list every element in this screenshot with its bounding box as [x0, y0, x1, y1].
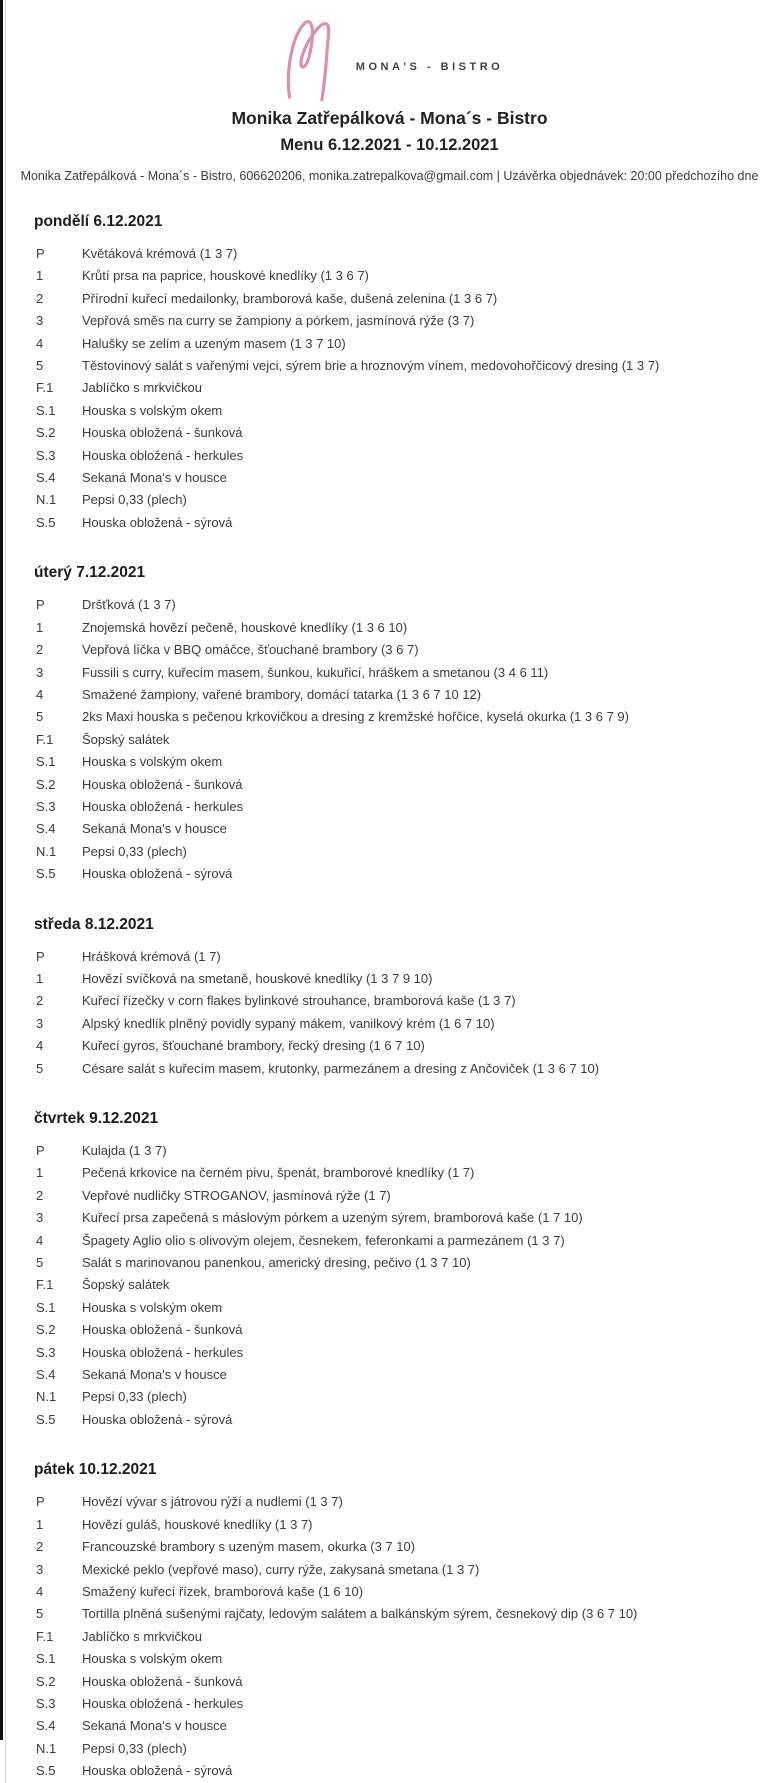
item-text: Sekaná Mona's v housce	[82, 1718, 227, 1734]
menu-item-row	[34, 1185, 773, 1207]
item-text: Jablíčko s mrkvičkou	[82, 380, 202, 396]
menu-item-row	[34, 1319, 773, 1341]
item-code: S.4	[36, 1718, 56, 1734]
item-text: Houska s volským okem	[82, 402, 223, 418]
item-code: N.1	[36, 1389, 57, 1405]
item-text: Vepřová líčka v BBQ omáčce, šťouchané brambory (3 6 7)	[82, 642, 419, 658]
menu-item-row	[34, 751, 773, 773]
menu-item-row	[34, 489, 773, 511]
item-code: S.2	[36, 776, 56, 792]
item-code: 2	[36, 642, 44, 658]
menu-item-row	[34, 863, 773, 885]
contact-line: Monika Zatřepálková - Mona´s - Bistro, 606620206, monika.zatrepalkova@gmail.com | Uzávěrka objednávek: 20:00 předchozího dne	[20, 169, 759, 183]
menu-item-row	[34, 1626, 773, 1648]
menu-item-row	[34, 288, 773, 310]
menu-item-row	[34, 1274, 773, 1296]
item-code: 1	[36, 268, 44, 284]
item-code: P	[36, 597, 45, 613]
item-text: Houska obložená - sýrová	[82, 1411, 233, 1427]
item-text: Alpský knedlík plněný povidly sypaný mákem, vanilkový krém (1 6 7 10)	[82, 1015, 495, 1031]
item-text: Houska obložená - šunková	[82, 1322, 243, 1338]
menu-item-row	[34, 1140, 773, 1162]
item-text: Kuřecí řízečky v corn flakes bylinkové strouhance, bramborová kaše (1 3 7)	[82, 993, 516, 1009]
menu-item-row	[34, 684, 773, 706]
item-text: Houska obložená - herkules	[82, 1695, 244, 1711]
item-code: P	[36, 246, 45, 261]
menu-item-row	[34, 1715, 773, 1737]
item-code: 2	[36, 290, 44, 306]
item-text: Pepsi 0,33 (plech)	[82, 1389, 187, 1405]
item-code: S.1	[36, 1651, 56, 1667]
item-text: Šopský salátek	[82, 731, 170, 747]
menu-item-row	[34, 1514, 773, 1536]
menu-item-row	[34, 1207, 773, 1229]
menu-item-row	[34, 467, 773, 489]
item-code: 4	[36, 1038, 44, 1054]
menu-item-row	[34, 729, 773, 751]
item-text: Jablíčko s mrkvičkou	[82, 1628, 202, 1644]
item-text: Houska obložená - herkules	[82, 1344, 244, 1360]
menu-item-row	[34, 1058, 773, 1080]
item-code: S.3	[36, 1344, 56, 1360]
item-text: Houska obložená - sýrová	[82, 866, 233, 882]
item-code: S.5	[36, 514, 56, 530]
menu-item-row	[34, 1297, 773, 1319]
page-title: Monika Zatřepálková - Mona´s - Bistro	[231, 108, 548, 128]
item-text: Vepřové nudličky STROGANOV, jasmínová rýže (1 7)	[82, 1187, 391, 1203]
item-code: F.1	[36, 731, 54, 747]
menu-item-row	[34, 1409, 773, 1431]
item-code: S.4	[36, 821, 56, 837]
item-code: 2	[36, 1187, 44, 1203]
day-section	[34, 1110, 773, 1431]
item-code: S.5	[36, 1763, 56, 1779]
item-code: P	[36, 1494, 45, 1510]
brand-text: MONA'S - BISTRO	[355, 61, 504, 73]
item-code: N.1	[36, 1740, 57, 1756]
item-text: Mexické peklo (vepřové maso), curry rýže, zakysaná smetana (1 3 7)	[82, 1561, 480, 1577]
brand-logo	[6, 10, 773, 102]
day-section	[34, 213, 773, 534]
page-header	[6, 10, 773, 183]
item-text: Hovězí svíčková na smetaně, houskové knedlíky (1 3 7 9 10)	[82, 970, 433, 986]
item-text: Houska obložená - sýrová	[82, 514, 233, 530]
menu-item-row	[34, 1013, 773, 1035]
item-code: 3	[36, 664, 44, 680]
item-text: Smažené žampiony, vařené brambory, domácí tatarka (1 3 6 7 10 12)	[82, 686, 482, 702]
item-code: 4	[36, 1583, 44, 1599]
menu-item-row	[34, 1760, 773, 1782]
page-left-edge	[0, 0, 3, 1740]
item-text: Kuřecí prsa zapečená s máslovým pórkem a uzeným sýrem, bramborová kaše (1 7 10)	[82, 1210, 583, 1226]
item-code: N.1	[36, 492, 57, 508]
item-text: Houska obložená - šunková	[82, 425, 243, 441]
menu-item-row	[34, 662, 773, 684]
item-code: S.3	[36, 1695, 56, 1711]
item-code: 1	[36, 619, 44, 635]
menu-item-row	[34, 1491, 773, 1513]
day-section	[34, 1461, 773, 1782]
menu-item-row	[34, 377, 773, 399]
menu-item-row	[34, 1603, 773, 1625]
item-text: Sekaná Mona's v housce	[82, 821, 227, 837]
day-section	[34, 564, 773, 885]
item-text: Tortilla plněná sušenými rajčaty, ledovým salátem a balkánským sýrem, česnekový dip (3 6 7 10)	[82, 1606, 638, 1622]
item-code: S.1	[36, 402, 56, 418]
menu-item-row	[34, 1035, 773, 1057]
item-code: 1	[36, 970, 44, 986]
menu-item-row	[34, 1559, 773, 1581]
item-text: Hovězí guláš, houskové knedlíky (1 3 7)	[82, 1516, 313, 1532]
item-code: S.2	[36, 1673, 56, 1689]
item-text: Fussili s curry, kuřecím masem, šunkou, kukuřicí, hráškem a smetanou (3 4 6 11)	[82, 664, 549, 680]
item-text: Šopský salátek	[82, 1277, 170, 1293]
item-text: Houska obložená - šunková	[82, 776, 243, 792]
menu-item-row	[34, 1648, 773, 1670]
item-text: Kuřecí gyros, šťouchané brambory, řecký dresing (1 6 7 10)	[82, 1038, 425, 1054]
item-text: Halušky se zelím a uzeným masem (1 3 7 10)	[82, 335, 346, 351]
menu-item-row	[34, 1252, 773, 1274]
item-code: S.2	[36, 425, 56, 441]
menu-item-row	[34, 1693, 773, 1715]
menu-item-row	[34, 774, 773, 796]
item-text: Salát s marinovanou panenkou, americký dresing, pečivo (1 3 7 10)	[82, 1255, 471, 1271]
day-title: čtvrtek 9.12.2021	[34, 1110, 159, 1127]
menu-item-row	[34, 706, 773, 728]
item-text: Znojemská hovězí pečeně, houskové knedlíky (1 3 6 10)	[82, 619, 408, 635]
menu-item-row	[34, 355, 773, 377]
menu-item-row	[34, 1738, 773, 1760]
item-text: 2ks Maxi houska s pečenou krkovičkou a dresing z kremžské hořčice, kyselá okurka (1 3 6 7 9)	[82, 709, 629, 725]
day-title: pátek 10.12.2021	[34, 1461, 157, 1479]
day-title: úterý 7.12.2021	[34, 564, 146, 582]
item-code: S.1	[36, 754, 56, 770]
item-text: Kulajda (1 3 7)	[82, 1143, 167, 1158]
menu-days	[6, 213, 773, 1783]
menu-item-row	[34, 243, 773, 265]
item-text: Pepsi 0,33 (plech)	[82, 1740, 187, 1756]
item-text: Krůtí prsa na paprice, houskové knedlíky (1 3 6 7)	[82, 268, 369, 284]
menu-item-row	[34, 796, 773, 818]
item-text: Césare salát s kuřecím masem, krutonky, parmezánem a dresing z Ančoviček (1 3 6 7 10)	[82, 1060, 600, 1076]
item-code: 5	[36, 709, 44, 725]
menu-item-row	[34, 445, 773, 467]
item-code: 4	[36, 686, 44, 702]
menu-item-row	[34, 818, 773, 840]
item-text: Francouzské brambory s uzeným masem, okurka (3 7 10)	[82, 1539, 416, 1555]
item-text: Špagety Aglio olio s olivovým olejem, česnekem, feferonkami a parmezánem (1 3 7)	[82, 1232, 565, 1248]
item-text: Hrášková krémová (1 7)	[82, 948, 221, 964]
day-section	[34, 916, 773, 1080]
item-text: Těstovinový salát s vařenými vejci, sýrem brie a hroznovým vínem, medovohořčicový dresing (1 3 7)	[82, 358, 660, 374]
menu-item-row	[34, 265, 773, 287]
item-text: Smažený kuřecí řízek, bramborová kaše (1 6 10)	[82, 1583, 364, 1599]
menu-item-row	[34, 310, 773, 332]
menu-item-row	[34, 1230, 773, 1252]
menu-item-row	[34, 400, 773, 422]
logo-m-icon	[276, 11, 346, 101]
item-code: 4	[36, 1232, 44, 1248]
item-code: S.5	[36, 1411, 56, 1427]
item-text: Pečená krkovice na černém pivu, špenát, bramborové knedlíky (1 7)	[82, 1165, 475, 1181]
item-code: 3	[36, 1015, 44, 1031]
menu-item-row	[34, 1342, 773, 1364]
item-text: Vepřová směs na curry se žampiony a pórkem, jasmínová rýže (3 7)	[82, 313, 475, 329]
item-text: Pepsi 0,33 (plech)	[82, 843, 187, 859]
menu-item-row	[34, 639, 773, 661]
item-text: Houska s volským okem	[82, 1299, 223, 1315]
menu-item-row	[34, 594, 773, 616]
item-text: Sekaná Mona's v housce	[82, 1367, 227, 1383]
item-code: F.1	[36, 380, 54, 396]
day-title: středa 8.12.2021	[34, 915, 154, 933]
item-code: N.1	[36, 843, 57, 859]
item-code: 5	[36, 1255, 44, 1271]
item-code: S.4	[36, 1367, 56, 1383]
item-text: Houska s volským okem	[82, 754, 223, 770]
menu-page	[5, 0, 773, 1783]
menu-item-row	[34, 617, 773, 639]
item-text: Houska obložená - herkules	[82, 798, 244, 814]
item-text: Přírodní kuřecí medailonky, bramborová kaše, dušená zelenina (1 3 6 7)	[82, 290, 498, 306]
menu-item-row	[34, 1364, 773, 1386]
item-code: P	[36, 948, 45, 964]
item-code: 5	[36, 358, 44, 374]
item-code: 1	[36, 1165, 44, 1181]
item-text: Dršťková (1 3 7)	[82, 597, 176, 613]
menu-item-row	[34, 1536, 773, 1558]
item-code: 5	[36, 1606, 44, 1622]
menu-item-row	[34, 422, 773, 444]
item-code: S.2	[36, 1322, 56, 1338]
item-text: Houska obložená - sýrová	[82, 1763, 233, 1779]
item-code: 3	[36, 1561, 44, 1577]
item-code: F.1	[36, 1628, 54, 1644]
menu-item-row	[34, 1386, 773, 1408]
menu-item-row	[34, 841, 773, 863]
item-code: F.1	[36, 1277, 54, 1293]
item-text: Pepsi 0,33 (plech)	[82, 492, 187, 508]
menu-item-row	[34, 512, 773, 534]
menu-item-row	[34, 333, 773, 355]
item-code: S.3	[36, 447, 56, 463]
item-code: 2	[36, 1539, 44, 1555]
item-code: S.4	[36, 470, 56, 486]
item-code: 4	[36, 335, 44, 351]
menu-item-row	[34, 1162, 773, 1184]
item-code: 1	[36, 1516, 44, 1532]
day-title: pondělí 6.12.2021	[34, 213, 163, 230]
item-text: Hovězí vývar s játrovou rýží a nudlemi (1 3 7)	[82, 1494, 343, 1510]
item-code: 3	[36, 313, 44, 329]
menu-item-row	[34, 968, 773, 990]
item-code: 5	[36, 1060, 44, 1076]
item-code: 3	[36, 1210, 44, 1226]
item-text: Květáková krémová (1 3 7)	[82, 246, 238, 261]
item-text: Houska obložená - herkules	[82, 447, 244, 463]
item-code: S.1	[36, 1299, 56, 1315]
item-code: 2	[36, 993, 44, 1009]
menu-item-row	[34, 990, 773, 1012]
menu-item-row	[34, 1581, 773, 1603]
item-text: Houska s volským okem	[82, 1651, 223, 1667]
item-code: S.5	[36, 866, 56, 882]
item-code: P	[36, 1143, 45, 1158]
item-code: S.3	[36, 798, 56, 814]
item-text: Sekaná Mona's v housce	[82, 470, 227, 486]
menu-date-range: Menu 6.12.2021 - 10.12.2021	[280, 136, 499, 154]
item-text: Houska obložená - šunková	[82, 1673, 243, 1689]
menu-item-row	[34, 1671, 773, 1693]
menu-item-row	[34, 946, 773, 968]
